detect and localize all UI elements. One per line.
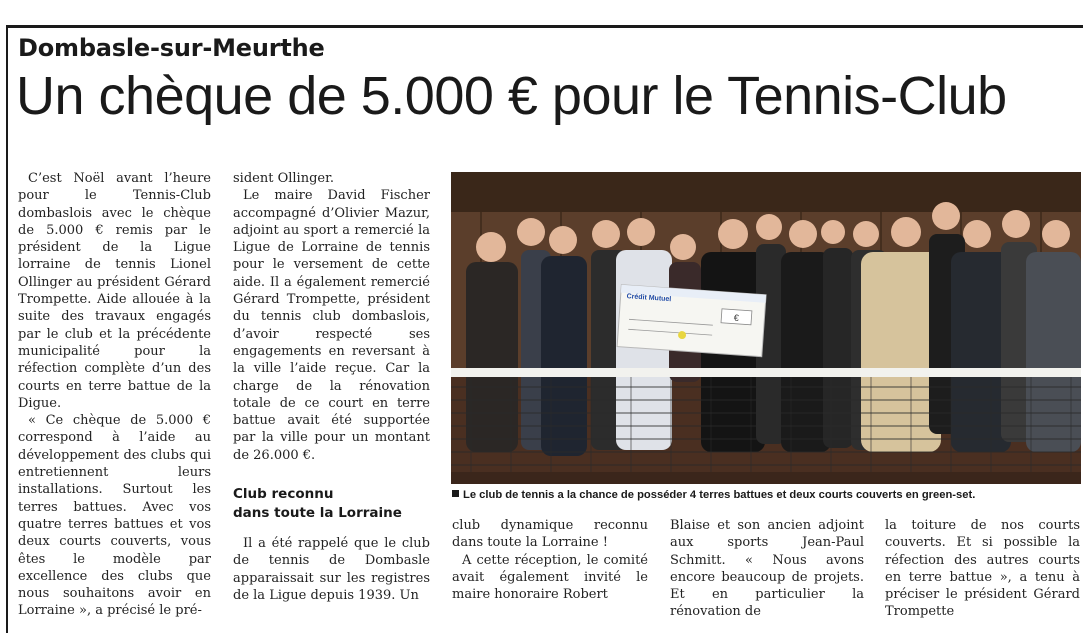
paragraph: sident Ollinger. — [233, 171, 335, 186]
left-rule — [6, 25, 8, 633]
text-column-5 — [885, 517, 1080, 621]
paragraph: la toiture de nos courts couverts. Et si possible la réfection des autres courts en terre battue », a tenu à préciser le président Gérard Trompette — [885, 518, 1080, 620]
cheque-euro-symbol: € — [733, 312, 740, 323]
paragraph: A cette réception, le comité avait également invité le maire honoraire Robert — [452, 552, 648, 603]
text-column-4 — [670, 517, 864, 621]
subheading-line: Club reconnu — [233, 486, 334, 503]
photo-illustration — [451, 172, 1081, 484]
paragraph: C’est Noël avant l’heure pour le Tennis-Club dombaslois avec le chèque de 5.000 € remis par le président de la Ligue lorraine de tennis Lionel Ollinger au président Gérard Trompette. Aide allouée à la suite des travaux engagés par le club et la précédente municipalité pour la réfection complète d’un des courts en terre battue de la Digue. — [18, 171, 211, 411]
paragraph: club dynamique reconnu dans toute la Lorraine ! — [452, 518, 648, 551]
team-photo — [451, 172, 1081, 484]
location-kicker: Dombasle-sur-Meurthe — [18, 34, 325, 62]
caption-text: Le club de tennis a la chance de posséder 4 terres battues et deux courts couverts en green-set. — [463, 489, 976, 501]
cheque-bank: Crédit Mutuel — [626, 293, 672, 304]
subheading-line: dans toute la Lorraine — [233, 505, 402, 522]
paragraph: « Ce chèque de 5.000 € correspond à l’aide au développement des clubs qui entretiennent leurs installations. Surtout les terres battues. Avec vos quatre terres battues et vos deux courts couverts, vous êtes le modèle par excellence des clubs que nous souhaitons avoir en Lorraine », a précisé le pré- — [18, 413, 211, 619]
photo-caption — [452, 489, 1082, 501]
paragraph: Blaise et son ancien adjoint aux sports Jean-Paul Schmitt. « Nous avons encore beaucoup de projets. Et en particulier la rénovation de — [670, 518, 864, 620]
paragraph: Le maire David Fischer accompagné d’Olivier Mazur, adjoint au sport a remercié la Ligue de Lorraine de tennis pour le versement de cette aide. Il a également remercié Gérard Trompette, président du tennis club dombaslois, d’avoir respecté ses engagements en reversant à la ville l’aide reçue. Car la charge de la rénovation totale de ce court en terre battue avait été supportée par la ville pour un montant de 26.000 €. — [233, 188, 430, 463]
text-column-3 — [452, 517, 648, 603]
headline: Un chèque de 5.000 € pour le Tennis-Club — [16, 66, 1007, 126]
top-rule — [6, 25, 1083, 28]
text-column-1 — [18, 170, 211, 620]
paragraph: Il a été rappelé que le club de tennis de Dombasle apparaissait sur les registres de la Ligue depuis 1939. Un — [233, 536, 430, 603]
subheading — [233, 485, 430, 523]
text-column-2 — [233, 170, 430, 604]
caption-bullet — [452, 490, 459, 497]
